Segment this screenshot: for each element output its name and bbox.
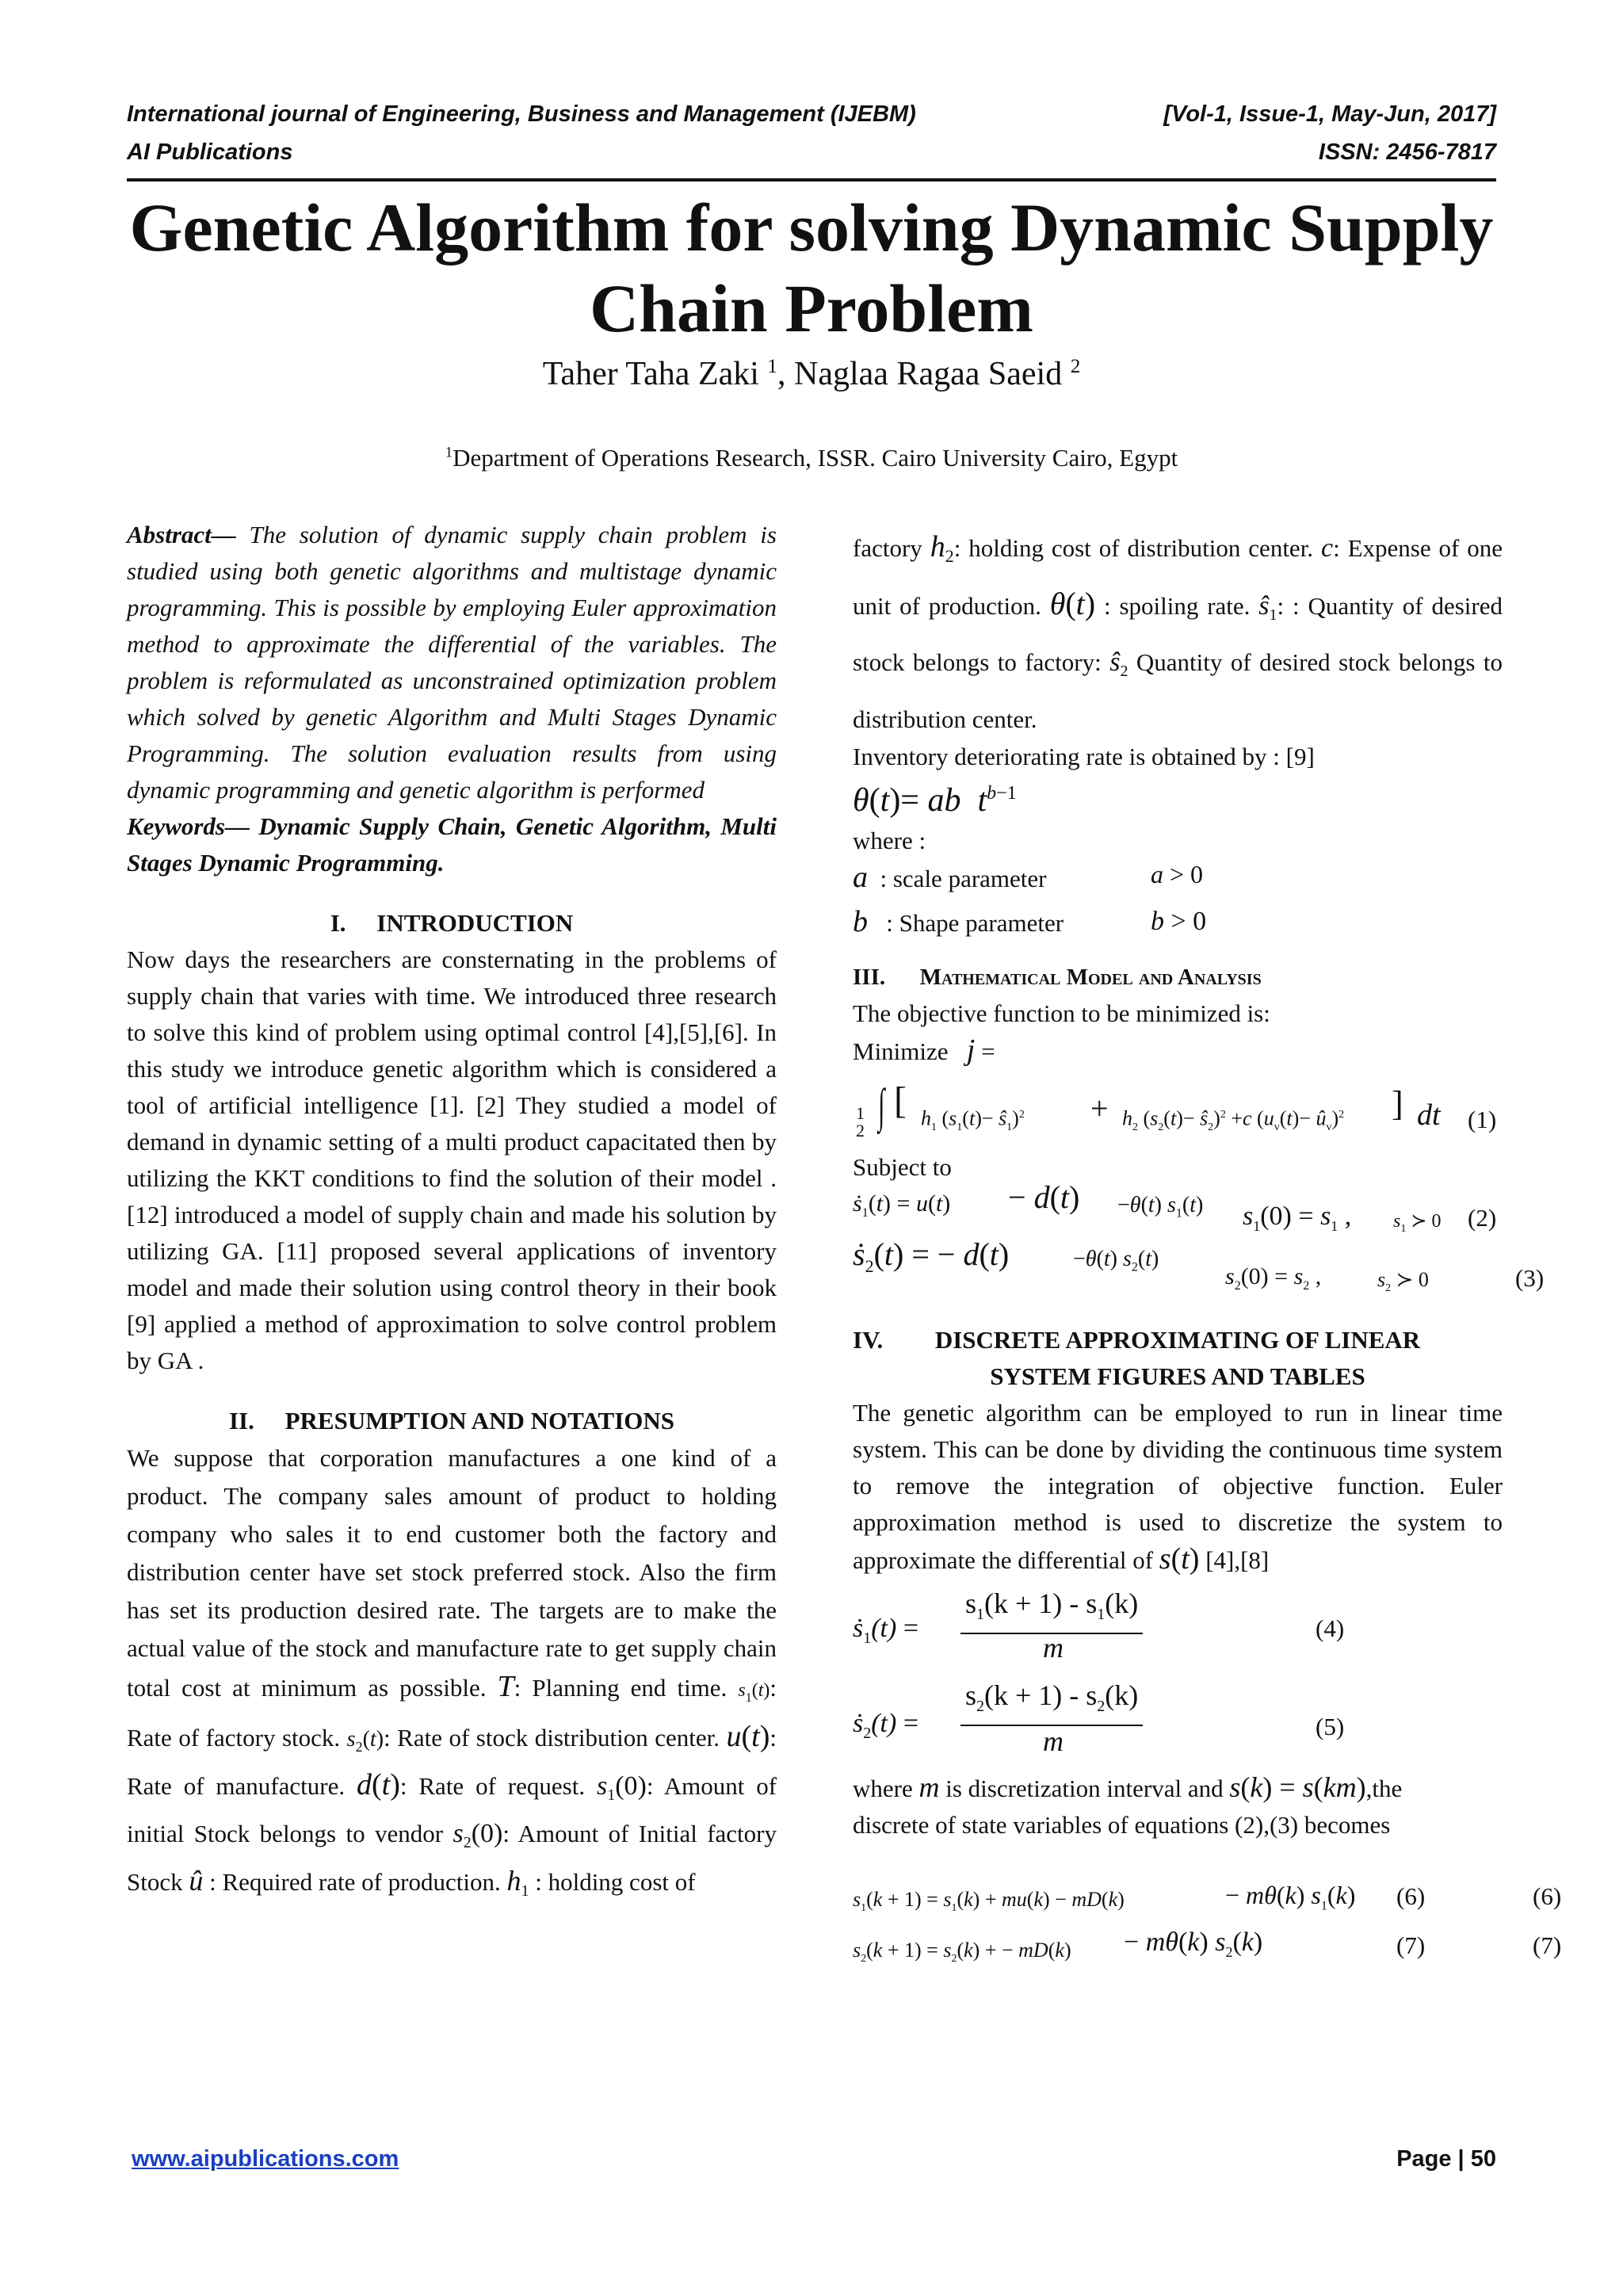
objective-text: The objective function to be minimized is: (853, 999, 1270, 1027)
minimize-label: Minimize (853, 1037, 949, 1065)
discrete-text: The genetic algorithm can be employed to run in linear time system. This can be done by dividing the continuous time system to remove the integration of objective function. Euler approximation method is used to discretize the system to approximate the differential of s(t) [4],[8] (853, 1398, 1503, 1576)
math-heading-num: III. (853, 964, 886, 990)
minimize-line: Minimize j = (853, 1033, 995, 1067)
where-label: where : (853, 826, 926, 854)
paper-title (79, 187, 1544, 349)
presumption-text: We suppose that corporation manufactures a one kind of a product. The company sales amount of product to holding company who sales it to end customer both the factory and distribution center have set stock preferred stock. Also the firm has set its production desired rate. The targets are to make the actual value of the stock and manufacture rate to get supply chain total cost at minimum as possible. T: Planning end time. $s_1(t)$: Rate of factory stock. $s_2(t)$: Rate of stock distribution center. u(t): Rate of manufacture. d(t): Rate of request. $s_1(0)$: Amount of initial Stock belongs to vendor $s_2(0)$: Amount of Initial factory Stock û : Required rate of production. $h_1$ : holding cost of (127, 1444, 777, 1900)
presumption-heading: II. PRESUMPTION AND NOTATIONS (228, 1407, 675, 1435)
abstract-label: Abstract— (127, 521, 236, 548)
intro-heading: I. INTRODUCTION (330, 909, 574, 937)
discrete-heading-num: IV. (853, 1325, 884, 1354)
author-2: Naglaa Ragaa Saeid (794, 356, 1071, 392)
notation-T: : Planning end time. (514, 1674, 727, 1702)
notation-c: : Expense of one unit of production. (853, 534, 1503, 621)
where-m-line: where m is discretization interval and s(k) = s(km),the (853, 1771, 1403, 1803)
notation-uhat: : Required rate of production. (203, 1867, 501, 1896)
keywords-text: Dynamic Supply Chain, Genetic Algorithm, Multi Stages Dynamic Programming. (127, 812, 777, 877)
eq5-label: (5) (1316, 1712, 1345, 1740)
objective-equation: 1 2 ∫ [ $h_1$ ($s_1(t)-$ $ŝ_1)^2$ + $h_2$ ($s_2(t)-$ $ŝ_2)^2 +c$ ($u_v(t)-$ $û_v)^2$ ] dt (1) (856, 1079, 1497, 1140)
author-1: Taher Taha Zaki (542, 356, 768, 392)
equation-5: ṡ$_2$(t) = $s_2(k + 1) - s_2(k)$ m (5) (853, 1674, 1503, 1769)
left-column (127, 517, 777, 1910)
equation-6: $s_1(k + 1) = s_1(k) + mu(k) - mD(k)$ − mθ(k) $s_1(k)$ (6) (6) (853, 1875, 1503, 1926)
equation-4: ṡ$_1$(t) = $s_1(k + 1) - s_1(k)$ m (4) (853, 1579, 1503, 1674)
discrete-heading (853, 1322, 1503, 1395)
notation-d: : Rate of request. (399, 1772, 586, 1801)
title-line-1: Genetic Algorithm for solving Dynamic Supply (129, 189, 1494, 266)
notations-continued: factory $h_2$: holding cost of distribution center. c: Expense of one unit of production. θ(t) : spoiling rate. $ŝ_1$: : Quantity of desired stock belongs to factory: $ŝ_2$ Quantity of desired stock belongs to distribution center. (853, 530, 1503, 733)
eq1-label: (1) (1468, 1105, 1497, 1133)
notation-s20: : Amount of Initial factory Stock (127, 1819, 777, 1896)
notation-s2: : Rate of stock distribution center. (384, 1724, 720, 1752)
page-number: Page | 50 (1396, 2146, 1496, 2172)
abstract-text: The solution of dynamic supply chain problem is studied using both genetic algorithms and multistage dynamic programming. This is possible by employing Euler approximation method to approximate the differential of the variables. The problem is reformulated as unconstrained optimization problem which solved by genetic Algorithm and Multi Stages Dynamic Programming. The solution evaluation results from using dynamic programming and genetic algorithm is performed (127, 521, 777, 804)
discrete-heading-line1: DISCRETE APPROXIMATING OF LINEAR (934, 1325, 1421, 1354)
author-sep: , (777, 356, 795, 392)
eq7-label-a: (7) (1396, 1931, 1426, 1959)
param-a-desc: : scale parameter (880, 864, 1047, 892)
journal-name: International journal of Engineering, Business and Management (IJEBM) (127, 101, 916, 127)
affiliation-sup: 1 (445, 444, 453, 461)
title-line-2: Chain Problem (590, 270, 1033, 346)
equation-7: $s_2(k + 1) = s_2(k)$ + − mD(k) − mθ(k) $s_2(k)$ (7) (7) (853, 1927, 1562, 1965)
equation-2: ṡ$_1$(t) = u(t) − d(t) −θ(t) $s_1(t)$ $s_1(0) = s_1$ , $s_1$ ≻ 0 (2) (853, 1186, 1503, 1236)
abstract (127, 517, 777, 808)
header-rule (127, 178, 1496, 181)
math-heading (853, 959, 1503, 995)
param-b-desc: : Shape parameter (886, 908, 1064, 937)
where-word: where (853, 1774, 913, 1802)
equation-3: ṡ$_2$(t) = − d(t) −θ(t) $s_2(t)$ $s_2(0) = s_2$ , $s_2$ ≻ 0 (3) (853, 1236, 1503, 1300)
footer-url[interactable]: www.aipublications.com (132, 2146, 399, 2172)
notation-h2: : holding cost of distribution center. (953, 534, 1314, 562)
notation-s1: : Rate of factory stock. (127, 1674, 777, 1752)
author-2-sup: 2 (1070, 356, 1081, 377)
volume-info: [Vol-1, Issue-1, May-Jun, 2017] (1163, 101, 1496, 127)
notation-s1hat: : Quantity of desired stock belongs to factory: (853, 592, 1503, 677)
notation-u: : Rate of manufacture. (127, 1724, 777, 1801)
authors (79, 355, 1544, 393)
eq6-label-a: (6) (1396, 1881, 1426, 1910)
discrete-heading-line2: SYSTEM FIGURES AND TABLES (990, 1362, 1365, 1390)
right-column (853, 523, 1562, 1977)
notation-h1: : holding cost of (529, 1867, 696, 1896)
where-m-text: is discretization interval and (945, 1774, 1224, 1802)
where-the: ,the (1365, 1774, 1403, 1802)
math-heading-text: Mathematical Model and Analysis (919, 964, 1262, 990)
publisher: AI Publications (127, 139, 293, 165)
discrete-of-line: discrete of state variables of equations (2),(3) becomes (853, 1810, 1391, 1839)
eq7-label-b: (7) (1533, 1931, 1562, 1959)
issn: ISSN: 2456-7817 (1318, 139, 1496, 165)
param-b: b : Shape parameter b > 0 (853, 904, 1207, 938)
eq6-label-b: (6) (1533, 1881, 1562, 1910)
author-1-sup: 1 (767, 356, 778, 377)
affiliation (79, 444, 1544, 472)
param-a: a : scale parameter a > 0 (853, 859, 1204, 894)
affiliation-text: Department of Operations Research, ISSR. Cairo University Cairo, Egypt (453, 444, 1178, 472)
keywords (127, 808, 777, 881)
subject-to: Subject to (853, 1152, 952, 1181)
eq2-label: (2) (1468, 1203, 1497, 1232)
notation-s10: : Amount of initial Stock belongs to vendor (127, 1772, 777, 1847)
intro-text: Now days the researchers are consternating in the problems of supply chain that varies with time. We introduced three research to solve this kind of problem using optimal control [4],[5],[6]. In this study we introduce genetic algorithm which is considered a tool of artificial intelligence [1]. [2] They studied a model of demand in dynamic setting of a multi product capacitated then by utilizing the KKT conditions to find the solution of their model .[12] introduced a model of supply chain and made his solution by utilizing GA. [11] proposed several applications of inventory model and made their solution using control theory in their book [9] applied a method of approximation to solve control problem by GA . (127, 946, 777, 1374)
eq4-label: (4) (1316, 1614, 1345, 1642)
theta-formula: θ(t)= ab $t^{b-1}$ (853, 781, 1017, 819)
discrete-refs: [4],[8] (1199, 1545, 1270, 1574)
keywords-label: Keywords— (127, 812, 250, 840)
factory-word: factory (853, 534, 922, 562)
notation-s2hat: Quantity of desired stock belongs to distribution center. (853, 648, 1503, 733)
notation-theta: : spoiling rate. (1095, 592, 1251, 621)
presumption-body: We suppose that corporation manufactures a one kind of a product. The company sales amount of product to holding company who sales it to end customer both the factory and distribution center have set stock preferred stock. Also the firm has set its production desired rate. The targets are to make the actual value of the stock and manufacture rate to get supply chain total cost at minimum as possible. (127, 1444, 777, 1702)
eq3-label: (3) (1515, 1263, 1545, 1292)
discrete-body: The genetic algorithm can be employed to run in linear time system. This can be done by dividing the continuous time system to remove the integration of objective function. Euler approximation method is used to discretize the system to approximate the differential of (853, 1398, 1503, 1574)
inventory-text: Inventory deteriorating rate is obtained by : [9] (853, 742, 1315, 770)
